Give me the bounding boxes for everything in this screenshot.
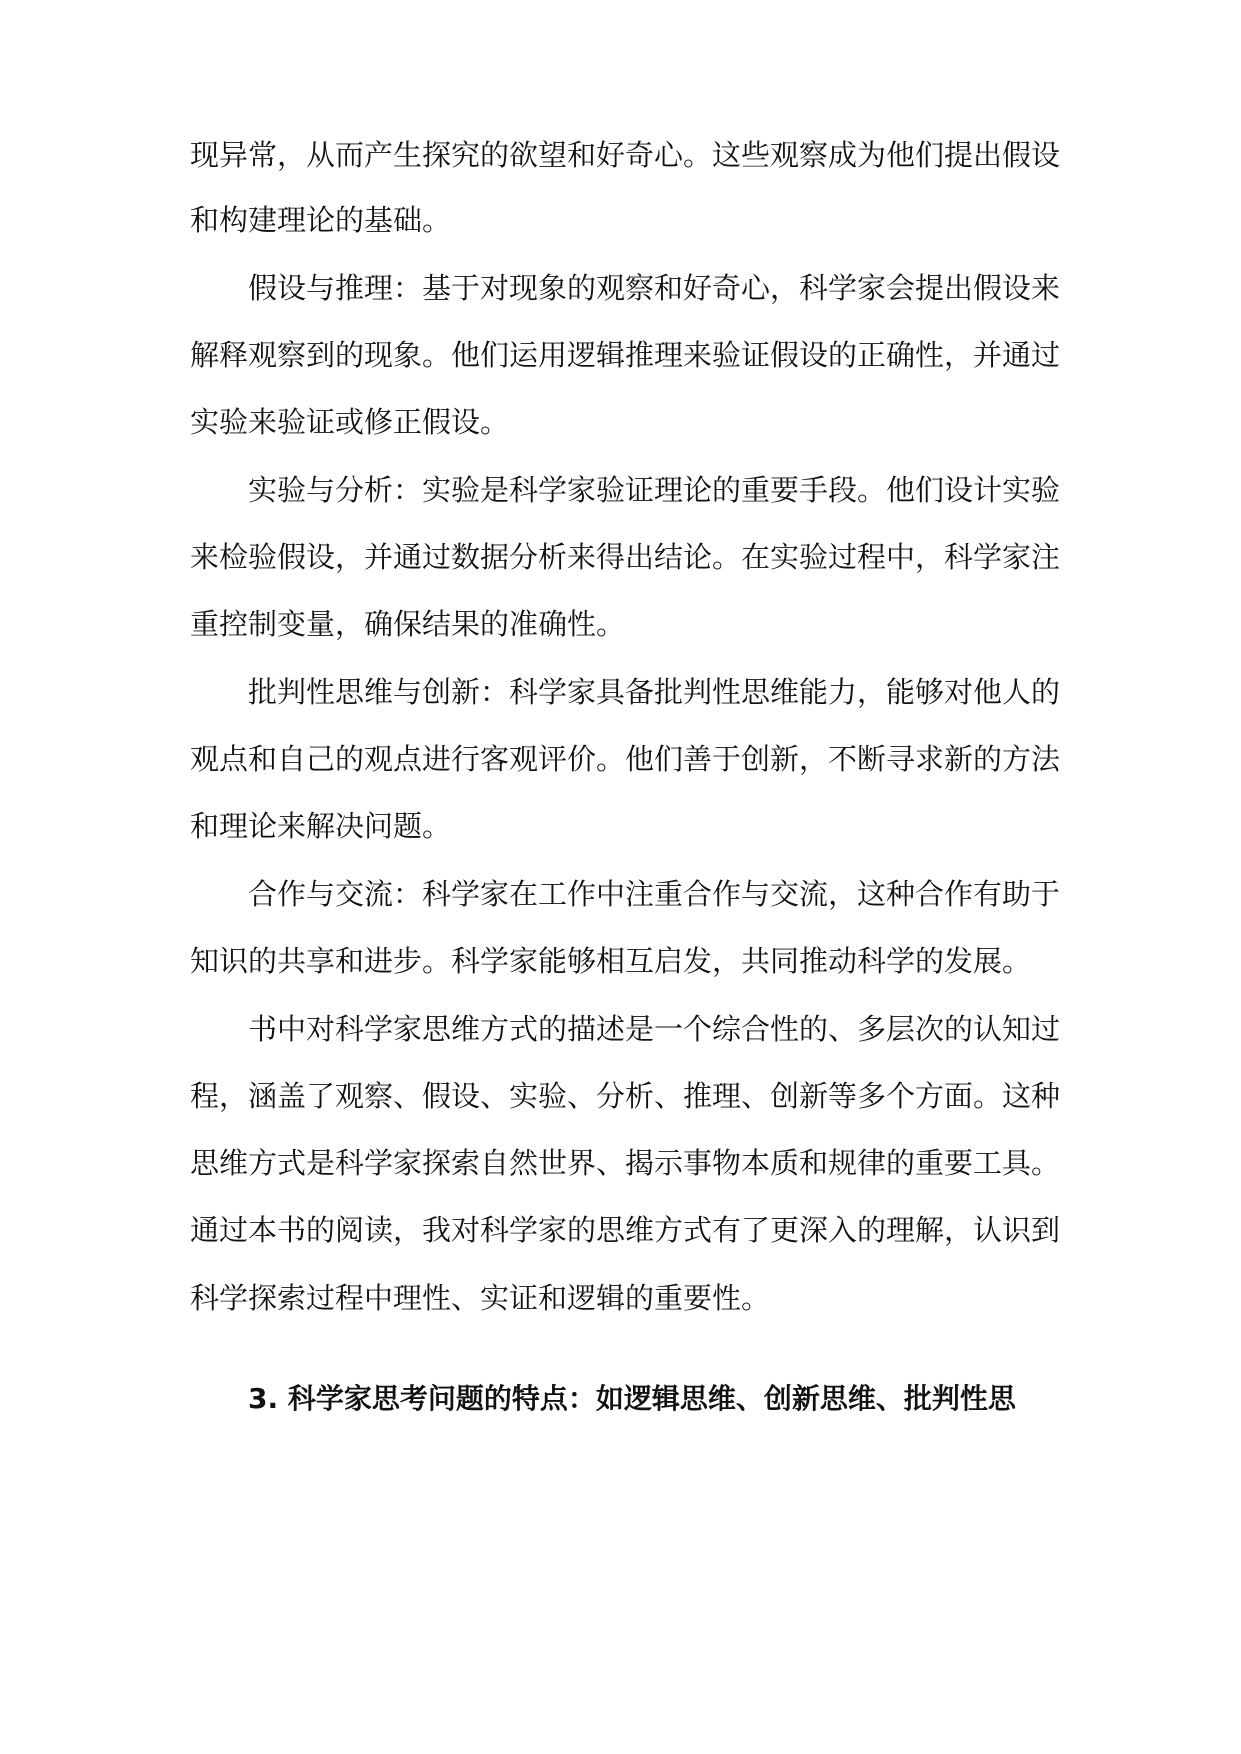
text-line: 通过本书的阅读，我对科学家的思维方式有了更深入的理解，认识到 bbox=[190, 1213, 1061, 1247]
section-heading: 3. 科学家思考问题的特点：如逻辑思维、创新思维、批判性思 bbox=[248, 1382, 1016, 1415]
text-line: 假设与推理：基于对现象的观察和好奇心，科学家会提出假设来 bbox=[248, 271, 1061, 305]
text-line: 和构建理论的基础。 bbox=[190, 203, 452, 237]
text-line: 合作与交流：科学家在工作中注重合作与交流，这种合作有助于 bbox=[248, 877, 1061, 911]
text-line: 来检验假设，并通过数据分析来得出结论。在实验过程中，科学家注 bbox=[190, 540, 1061, 574]
text-line: 科学探索过程中理性、实证和逻辑的重要性。 bbox=[190, 1281, 771, 1315]
text-line: 解释观察到的现象。他们运用逻辑推理来验证假设的正确性，并通过 bbox=[190, 338, 1061, 372]
text-line: 书中对科学家思维方式的描述是一个综合性的、多层次的认知过 bbox=[248, 1012, 1061, 1046]
text-line: 观点和自己的观点进行客观评价。他们善于创新，不断寻求新的方法 bbox=[190, 742, 1061, 776]
text-line: 重控制变量，确保结果的准确性。 bbox=[190, 607, 626, 641]
text-line: 实验来验证或修正假设。 bbox=[190, 405, 510, 439]
text-line: 批判性思维与创新：科学家具备批判性思维能力，能够对他人的 bbox=[248, 675, 1061, 709]
text-line: 实验与分析：实验是科学家验证理论的重要手段。他们设计实验 bbox=[248, 473, 1061, 507]
text-line: 和理论来解决问题。 bbox=[190, 809, 452, 843]
text-line: 思维方式是科学家探索自然世界、揭示事物本质和规律的重要工具。 bbox=[190, 1146, 1061, 1180]
text-line: 知识的共享和进步。科学家能够相互启发，共同推动科学的发展。 bbox=[190, 944, 1032, 978]
text-line: 程，涵盖了观察、假设、实验、分析、推理、创新等多个方面。这种 bbox=[190, 1079, 1061, 1113]
text-line: 现异常，从而产生探究的欲望和好奇心。这些观察成为他们提出假设 bbox=[190, 138, 1061, 172]
